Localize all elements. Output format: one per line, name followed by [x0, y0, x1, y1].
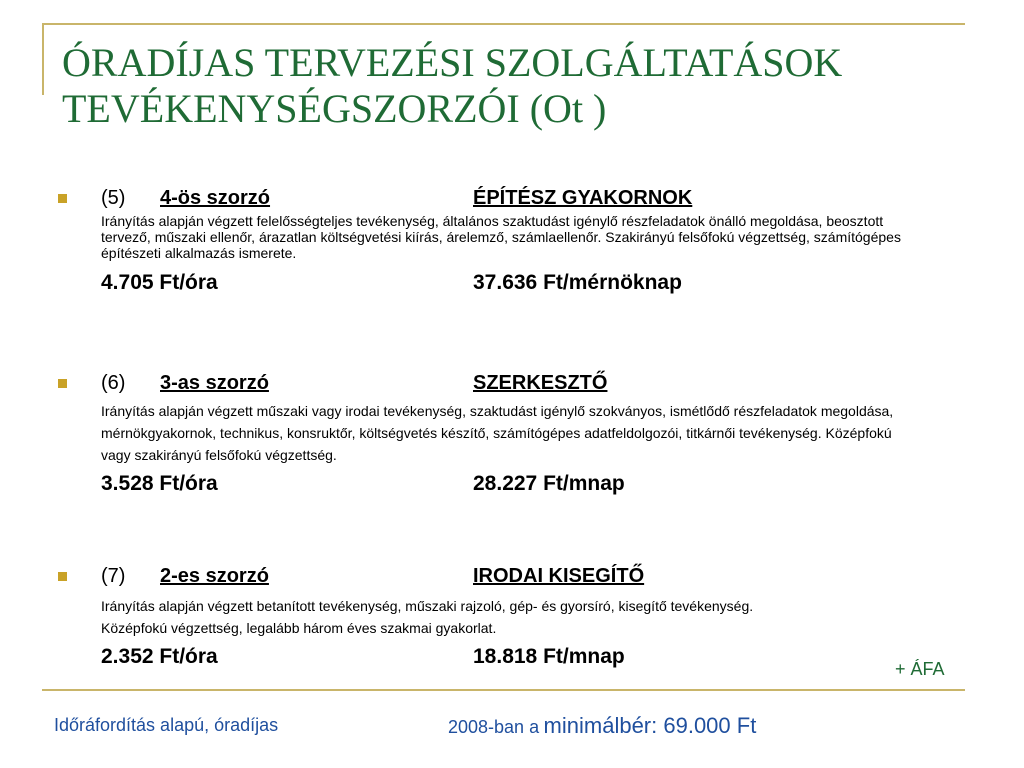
- section-description: Irányítás alapján végzett műszaki vagy irodai tevékenység, szaktudást igénylő szokványos, ismétlődő részfeladatok megoldása, mérnökgyakornok, technikus, konsruktőr, költségvetés készítő, számítógépes adatfeldolgozói, titkárnői tevékenység. Középfokú vagy szakirányú felsőfokú végzettség.: [101, 403, 894, 463]
- multiplier-label: 2-es szorzó: [160, 565, 269, 587]
- title-frame-top-line: [42, 23, 965, 25]
- price-row: [101, 644, 901, 670]
- square-bullet-icon: [58, 194, 67, 203]
- footer-left-text: Időráfordítás alapú, óradíjas: [54, 715, 279, 735]
- title-frame-left-line: [42, 23, 44, 95]
- footer-divider: [42, 689, 965, 691]
- price-daily: 28.227 Ft/mnap: [473, 472, 625, 495]
- footer-right-main: minimálbér: 69.000 Ft: [543, 713, 757, 738]
- multiplier-label: 4-ös szorzó: [160, 187, 271, 209]
- role-label: SZERKESZTŐ: [473, 372, 608, 394]
- section-number: (5): [101, 187, 126, 209]
- role-label: IRODAI KISEGÍTŐ: [473, 565, 645, 587]
- price-daily: 37.636 Ft/mérnöknap: [473, 271, 682, 294]
- price-hourly: 3.528 Ft/óra: [101, 472, 218, 495]
- role-label: ÉPÍTÉSZ GYAKORNOK: [473, 187, 693, 209]
- slide-title: ÓRADÍJAS TERVEZÉSI SZOLGÁLTATÁSOK TEVÉKENYSÉGSZORZÓI (Ot ): [62, 40, 843, 131]
- footer-right-text: [448, 713, 756, 739]
- price-hourly: 2.352 Ft/óra: [101, 645, 218, 668]
- square-bullet-icon: [58, 572, 67, 581]
- price-row: [101, 270, 901, 296]
- price-daily: 18.818 Ft/mnap: [473, 645, 625, 668]
- section-number: (7): [101, 565, 126, 587]
- multiplier-label: 3-as szorzó: [160, 372, 269, 394]
- vat-note: + ÁFA: [895, 659, 945, 679]
- section-number: (6): [101, 372, 126, 394]
- footer-right-prefix: 2008-ban a: [448, 717, 540, 737]
- price-hourly: 4.705 Ft/óra: [101, 271, 218, 294]
- price-row: [101, 471, 901, 497]
- section-description: Irányítás alapján végzett felelősségteljes tevékenység, általános szaktudást igénylő részfeladatok önálló megoldása, beosztott tervező, műszaki ellenőr, árazatlan költségvetési kiírás, árelemző, számlaellenőr. Szakirányú felsőfokú végzettség, számítógépes építészeti alkalmazás ismerete.: [101, 213, 901, 261]
- section-description: Irányítás alapján végzett betanított tevékenység, műszaki rajzoló, gép- és gyorsíró, kisegítő tevékenység. Középfokú végzettség, legalább három éves szakmai gyakorlat.: [101, 598, 754, 636]
- square-bullet-icon: [58, 379, 67, 388]
